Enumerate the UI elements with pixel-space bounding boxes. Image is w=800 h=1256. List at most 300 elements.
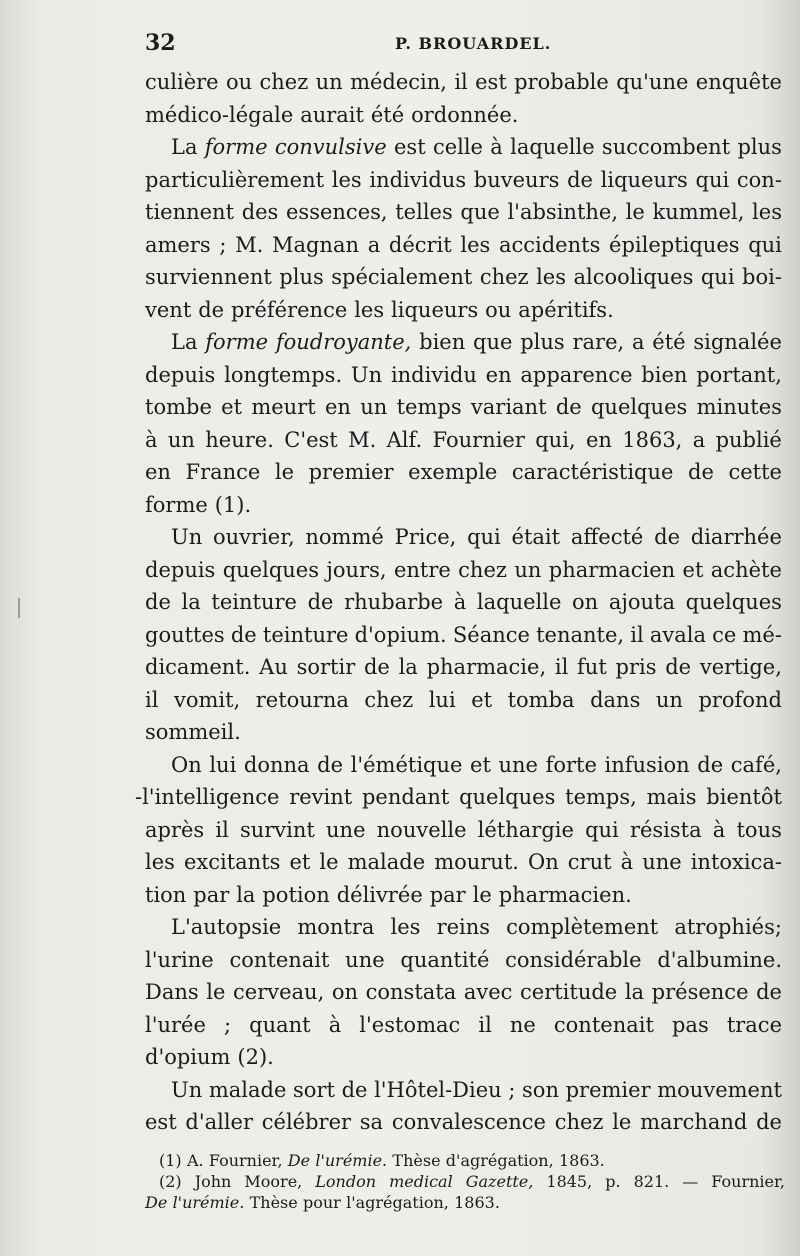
word: individus: [369, 167, 467, 192]
word: un: [315, 70, 343, 94]
word: lui: [428, 687, 456, 712]
text-line: [145, 814, 782, 847]
word: pris: [615, 655, 657, 679]
word: bientôt: [706, 785, 782, 809]
word: chez: [259, 70, 309, 94]
word: vent: [145, 297, 192, 322]
word: pharmacie,: [426, 655, 547, 679]
word: cette: [728, 460, 782, 484]
word: de: [654, 525, 680, 549]
word: forme: [205, 330, 269, 354]
text-line: [145, 1074, 782, 1107]
word: il: [630, 622, 644, 647]
word: en: [145, 460, 171, 484]
word: l'émétique: [350, 752, 463, 777]
word: café,: [730, 752, 782, 777]
word: avec: [463, 980, 513, 1004]
word: pendant: [361, 785, 450, 809]
word: succombent: [601, 135, 731, 159]
word: résista: [629, 817, 702, 842]
word: cerveau,: [233, 980, 325, 1004]
word: sa: [359, 1110, 384, 1134]
word: chez: [458, 557, 507, 582]
word: reins: [436, 915, 491, 939]
word: la: [236, 882, 256, 907]
word: il: [554, 655, 569, 679]
word: sort: [293, 1077, 335, 1102]
word: était: [511, 525, 561, 549]
word: un: [360, 395, 388, 419]
word: enquête: [695, 70, 782, 94]
word: et: [221, 395, 243, 419]
word: Moore,: [244, 1172, 303, 1191]
word: l'urémie.: [172, 1193, 245, 1212]
word: et: [470, 752, 491, 777]
word: les: [390, 915, 421, 939]
word: et: [289, 850, 311, 874]
word: une: [326, 817, 366, 842]
word: particulièrement: [145, 167, 325, 192]
word: de: [341, 1077, 368, 1102]
word: et: [471, 687, 493, 712]
word: exemple: [408, 460, 498, 484]
word: (1).: [214, 492, 252, 517]
word: profond: [698, 687, 782, 712]
word: de: [567, 167, 593, 192]
word: John: [194, 1172, 232, 1191]
text-line: [145, 261, 782, 294]
word: tomba: [507, 687, 575, 712]
word: trace: [726, 1012, 782, 1037]
text-line: [145, 229, 782, 262]
word: accidents: [498, 232, 601, 257]
word: un: [167, 427, 195, 452]
word: (1): [159, 1151, 182, 1170]
word: le: [625, 200, 645, 224]
word: bien: [419, 330, 466, 354]
word: depuis: [145, 362, 216, 387]
word: contenait: [553, 1012, 654, 1037]
word: ne: [509, 1012, 536, 1037]
word: tion: [145, 882, 187, 907]
word: à: [145, 427, 158, 452]
word: p.: [605, 1172, 621, 1191]
word: nouvelle: [376, 817, 467, 842]
word: dans: [590, 687, 641, 712]
text-line: [145, 99, 782, 132]
word: essences,: [286, 200, 388, 224]
word: des: [241, 200, 279, 224]
word: forme: [204, 135, 268, 159]
word: constata: [365, 980, 457, 1004]
word: publié: [715, 427, 782, 452]
word: convalescence: [391, 1110, 546, 1134]
word: quelques: [459, 785, 556, 809]
word: telles: [395, 200, 453, 224]
word: médico-légale: [145, 102, 294, 127]
text-line: [145, 359, 782, 392]
word: ordonnée.: [411, 102, 519, 127]
word: une: [498, 752, 538, 777]
word: l'absinthe,: [507, 200, 619, 224]
word: infusion: [604, 752, 690, 777]
word: Alf.: [386, 427, 423, 452]
page-header: [145, 30, 785, 60]
word: de: [198, 297, 225, 322]
word: sommeil.: [145, 720, 241, 744]
text-line: [145, 716, 782, 749]
word: Thèse: [249, 1193, 298, 1212]
word: célébrer: [261, 1110, 352, 1134]
word: France: [185, 460, 261, 484]
word: médecin,: [350, 70, 447, 94]
word: tiennent: [145, 200, 235, 224]
word: vertige,: [699, 655, 782, 679]
word: est: [145, 1110, 177, 1134]
word: 821.: [633, 1172, 670, 1191]
word: été: [652, 330, 686, 354]
word: M.: [348, 427, 377, 452]
word: pharmacien.: [498, 882, 632, 907]
word: chez: [554, 1110, 604, 1134]
word: ;: [508, 1077, 516, 1102]
word: l'urémie.: [315, 1151, 388, 1170]
text-line: [145, 391, 782, 424]
word: liqueurs: [600, 167, 688, 192]
word: l'agrégation,: [346, 1193, 449, 1212]
text-line: [145, 196, 782, 229]
text-line: [145, 131, 782, 164]
word: la: [398, 655, 418, 679]
word: mouvement: [657, 1077, 782, 1102]
word: qui: [467, 525, 501, 549]
text-line: [145, 326, 782, 359]
word: C'est: [284, 427, 338, 452]
text-line: [145, 976, 782, 1009]
word: liqueurs: [391, 297, 479, 322]
page-number: 32: [145, 30, 176, 56]
word: d'aller: [185, 1110, 254, 1134]
word: quelques: [590, 395, 688, 419]
word: plus: [520, 330, 565, 354]
word: apparence: [520, 362, 633, 387]
word: les: [460, 232, 491, 257]
word: individu: [390, 362, 477, 387]
word: con-: [736, 167, 782, 192]
word: un: [655, 687, 683, 712]
footnote-line: [145, 1171, 785, 1192]
word: portant,: [696, 362, 782, 387]
word: probable: [514, 70, 609, 94]
word: délivrée: [336, 882, 423, 907]
word: de: [307, 590, 334, 614]
word: à: [453, 590, 467, 614]
word: de: [230, 622, 257, 647]
text-line: [135, 781, 782, 814]
word: laquelle: [510, 135, 595, 159]
word: chez: [364, 687, 414, 712]
text-line: [145, 489, 782, 522]
text-line: [145, 749, 782, 782]
word: De: [287, 1151, 311, 1170]
word: On: [528, 850, 559, 874]
word: entre: [393, 557, 451, 582]
running-head: P. BROUARDEL.: [395, 34, 552, 53]
word: décrit: [388, 232, 452, 257]
word: la: [624, 980, 645, 1004]
word: ajouta: [608, 590, 676, 614]
word: de: [145, 590, 171, 614]
word: donna: [243, 752, 310, 777]
word: medical: [389, 1172, 453, 1191]
word: vomit,: [173, 687, 241, 712]
word: que: [460, 200, 500, 224]
word: longtemps.: [224, 362, 343, 387]
word: depuis: [145, 557, 216, 582]
word: foudroyante,: [275, 330, 412, 354]
word: kummel,: [652, 200, 745, 224]
word: le: [472, 882, 492, 907]
word: variant: [470, 395, 547, 419]
word: surviennent: [145, 265, 272, 289]
word: fut: [577, 655, 607, 679]
word: buveurs: [473, 167, 560, 192]
word: Un: [171, 1077, 203, 1102]
word: en: [585, 427, 612, 452]
word: tous: [736, 817, 782, 842]
word: d'opium.: [354, 622, 447, 647]
word: après: [145, 817, 205, 842]
word: apéritifs.: [518, 297, 614, 322]
word: amers: [145, 232, 211, 257]
word: 1845,: [546, 1172, 593, 1191]
word: considérable: [505, 947, 642, 972]
word: que: [473, 330, 513, 354]
word: à: [490, 135, 503, 159]
word: Price,: [394, 525, 457, 549]
word: crut: [567, 850, 612, 874]
word: rare,: [572, 330, 625, 354]
word: en: [324, 395, 351, 419]
word: de: [317, 752, 344, 777]
word: 1863.: [454, 1193, 500, 1212]
word: ce: [712, 622, 737, 647]
word: heure.: [205, 427, 274, 452]
word: minutes: [696, 395, 782, 419]
word: de: [756, 1110, 782, 1134]
word: diarrhée: [690, 525, 782, 549]
word: excitants: [183, 850, 281, 874]
word: l'urine: [145, 947, 214, 972]
word: ou: [225, 70, 253, 94]
word: marchand: [640, 1110, 748, 1134]
word: est: [393, 135, 426, 159]
word: plus: [279, 265, 324, 289]
word: les: [536, 265, 566, 289]
word: son: [522, 1077, 559, 1102]
word: l'urée: [145, 1012, 206, 1037]
footnotes: [145, 1150, 785, 1213]
text-line: [145, 164, 782, 197]
word: intoxica-: [690, 850, 782, 874]
word: celle: [432, 135, 483, 159]
word: les: [354, 297, 385, 322]
text-line: [145, 456, 782, 489]
text-line: [145, 619, 782, 652]
word: chez: [479, 265, 529, 289]
word: rhubarbe: [344, 590, 444, 614]
word: pas: [671, 1012, 709, 1037]
word: pharmacien: [548, 557, 676, 582]
text-line: [145, 911, 782, 944]
word: été: [370, 102, 405, 127]
word: qui: [695, 167, 730, 192]
word: et: [682, 557, 704, 582]
text-line: [145, 651, 782, 684]
word: caractéristique: [511, 460, 674, 484]
word: aurait: [300, 102, 364, 127]
word: Un: [171, 525, 203, 549]
word: temps,: [565, 785, 637, 809]
footnote-line: [145, 1192, 785, 1213]
text-line: [145, 1009, 782, 1042]
word: A.: [186, 1151, 204, 1170]
word: à: [328, 1012, 342, 1037]
text-line: [145, 684, 782, 717]
word: malade: [347, 850, 426, 874]
word: ou: [485, 297, 512, 322]
word: 1863,: [622, 427, 683, 452]
word: sortir: [296, 655, 356, 679]
word: a: [367, 232, 381, 257]
word: le: [274, 460, 295, 484]
word: achète: [710, 557, 782, 582]
word: est: [475, 70, 507, 94]
word: (2).: [237, 1045, 274, 1069]
word: une: [345, 947, 385, 972]
word: forme: [145, 492, 208, 517]
word: il: [478, 1012, 492, 1037]
word: le: [612, 1110, 632, 1134]
word: complètement: [506, 915, 659, 939]
word: tenante,: [536, 622, 625, 647]
word: On: [171, 752, 202, 777]
word: montra: [297, 915, 375, 939]
word: les: [145, 850, 175, 874]
word: ;: [224, 1012, 232, 1037]
word: meurt: [251, 395, 316, 419]
word: par: [193, 882, 230, 907]
word: revint: [289, 785, 353, 809]
word: ouvrier,: [213, 525, 295, 549]
text-line: [145, 554, 782, 587]
word: contenait: [229, 947, 330, 972]
word: qu'une: [616, 70, 689, 94]
word: Dans: [145, 980, 199, 1004]
word: potion: [262, 882, 330, 907]
word: affecté: [570, 525, 644, 549]
word: on: [572, 590, 599, 614]
word: une: [642, 850, 682, 874]
word: on: [331, 980, 359, 1004]
word: La: [171, 330, 198, 354]
text-line: [145, 66, 782, 99]
text-line: [145, 944, 782, 977]
word: gouttes: [145, 622, 225, 647]
word: (2): [159, 1172, 182, 1191]
word: de: [697, 752, 724, 777]
word: les: [752, 200, 782, 224]
word: bien: [641, 362, 688, 387]
word: l'Hôtel-Dieu: [374, 1077, 502, 1102]
word: mourut.: [434, 850, 519, 874]
word: la: [181, 590, 201, 614]
word: alcooliques: [573, 265, 694, 289]
word: les: [331, 167, 362, 192]
word: avala: [649, 622, 706, 647]
word: quelques: [222, 557, 320, 582]
word: temps: [396, 395, 462, 419]
word: Magnan: [271, 232, 360, 257]
text-line: [145, 424, 782, 457]
word: De: [145, 1193, 168, 1212]
text-line: [145, 846, 782, 879]
word: préférence: [230, 297, 348, 322]
word: il: [215, 817, 229, 842]
word: Fournier: [432, 427, 525, 452]
word: Au: [259, 655, 288, 679]
word: qui: [700, 265, 735, 289]
word: d'agrégation,: [445, 1151, 554, 1170]
word: de: [756, 980, 782, 1004]
word: mé-: [742, 622, 782, 647]
word: léthargie: [477, 817, 574, 842]
word: premier: [308, 460, 394, 484]
word: a: [692, 427, 706, 452]
text-line: [145, 879, 782, 912]
word: tombe: [145, 395, 212, 419]
word: en: [485, 362, 512, 387]
word: il: [145, 687, 159, 712]
word: laquelle: [476, 590, 562, 614]
word: premier: [565, 1077, 651, 1102]
word: atrophiés;: [674, 915, 782, 939]
word: Fournier,: [208, 1151, 283, 1170]
word: jours,: [326, 557, 387, 582]
word: plus: [737, 135, 782, 159]
word: qui: [585, 817, 619, 842]
word: teinture: [211, 590, 297, 614]
word: présence: [651, 980, 749, 1004]
word: lui: [209, 752, 237, 777]
word: forte: [545, 752, 597, 777]
word: convulsive: [274, 135, 387, 159]
word: a: [631, 330, 645, 354]
word: survint: [239, 817, 315, 842]
word: ;: [219, 232, 227, 257]
word: signalée: [693, 330, 782, 354]
word: Thèse: [392, 1151, 441, 1170]
word: dicament.: [145, 655, 251, 679]
word: qui,: [535, 427, 576, 452]
word: le: [206, 980, 226, 1004]
word: de: [688, 460, 714, 484]
margin-mark: [18, 598, 20, 618]
word: d'opium: [145, 1045, 231, 1069]
word: malade: [208, 1077, 287, 1102]
word: de: [555, 395, 582, 419]
word: d'albumine.: [657, 947, 782, 972]
